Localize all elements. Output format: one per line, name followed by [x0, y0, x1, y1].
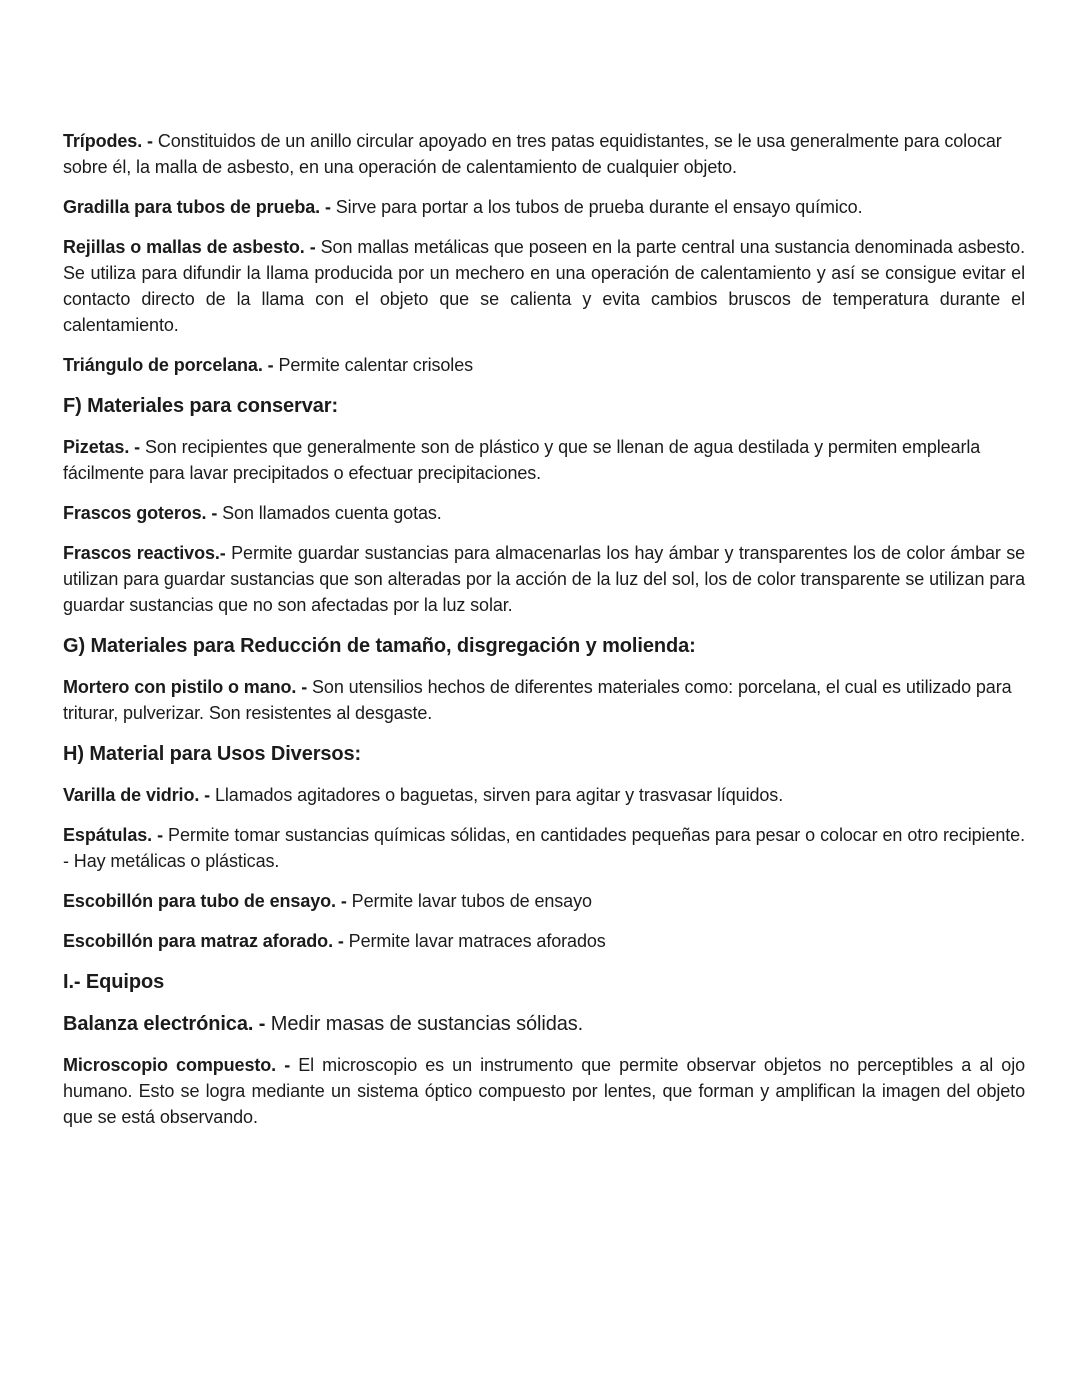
paragraph-lead: Frascos goteros. - [63, 503, 218, 523]
paragraph [63, 352, 1025, 378]
paragraph-body: Son llamados cuenta gotas. [222, 503, 442, 523]
paragraph [63, 1010, 1025, 1038]
paragraph-body: Sirve para portar a los tubos de prueba durante el ensayo químico. [335, 197, 863, 217]
paragraph-body: Permite lavar matraces aforados [348, 931, 606, 951]
paragraph [63, 234, 1025, 338]
paragraph [63, 888, 1025, 914]
paragraph-lead: Escobillón para matraz aforado. - [63, 931, 344, 951]
section-heading: G) Materiales para Reducción de tamaño, disgregación y molienda: [63, 635, 696, 657]
paragraph-body: Permite lavar tubos de ensayo [351, 891, 592, 911]
section-heading: H) Material para Usos Diversos: [63, 743, 362, 765]
section-heading: I.- Equipos [63, 971, 165, 993]
paragraph-body: Constituidos de un anillo circular apoyado en tres patas equidistantes, se le usa generalmente para colocar sobre él, la malla de asbesto, en una operación de calentamiento de cualquier objeto. [63, 131, 1002, 177]
paragraph-lead: Pizetas. - [63, 437, 141, 457]
paragraph-body: Medir masas de sustancias sólidas. [270, 1013, 584, 1035]
paragraph-lead: Varilla de vidrio. - [63, 785, 211, 805]
paragraph [63, 500, 1025, 526]
paragraph-body: Son utensilios hechos de diferentes materiales como: porcelana, el cual es utilizado para triturar, pulverizar. Son resistentes al desgaste. [63, 677, 1012, 723]
paragraph [63, 540, 1025, 618]
paragraph-body: Son mallas metálicas que poseen en la parte central una sustancia denominada asbesto. Se utiliza para difundir la llama producida por un mechero en una operación de calentamiento y así se consigue evitar el contacto directo de la llama con el objeto que se calienta y evita cambios bruscos de temperatura durante el calentamiento. [63, 237, 1025, 335]
paragraph [63, 822, 1025, 874]
paragraph [63, 928, 1025, 954]
paragraph-lead: Rejillas o mallas de asbesto. - [63, 237, 316, 257]
paragraph [63, 194, 1025, 220]
paragraph-body: Son recipientes que generalmente son de plástico y que se llenan de agua destilada y permiten emplearla fácilmente para lavar precipitados o efectuar precipitaciones. [63, 437, 981, 483]
paragraph-body: Llamados agitadores o baguetas, sirven para agitar y trasvasar líquidos. [214, 785, 784, 805]
paragraph-lead: Frascos reactivos.- [63, 543, 226, 563]
document-content [63, 128, 1025, 1130]
paragraph [63, 1052, 1025, 1130]
paragraph [63, 782, 1025, 808]
paragraph-lead: Gradilla para tubos de prueba. - [63, 197, 331, 217]
paragraph-lead: Escobillón para tubo de ensayo. - [63, 891, 347, 911]
paragraph-body: Permite guardar sustancias para almacenarlas los hay ámbar y transparentes los de color ámbar se utilizan para guardar sustancias que son alteradas por la acción de la luz del sol, los de color transparente se utilizan para guardar sustancias que no son afectadas por la luz solar. [63, 543, 1026, 615]
paragraph-lead: Trípodes. - [63, 131, 153, 151]
paragraph-lead: Espátulas. - [63, 825, 163, 845]
paragraph [63, 674, 1025, 726]
paragraph-lead: Mortero con pistilo o mano. - [63, 677, 308, 697]
section-heading: F) Materiales para conservar: [63, 395, 339, 417]
paragraph-body: Permite tomar sustancias químicas sólidas, en cantidades pequeñas para pesar o colocar en otro recipiente. - Hay metálicas o plásticas. [63, 825, 1025, 871]
paragraph [63, 128, 1025, 180]
paragraph-lead: Balanza electrónica. - [63, 1013, 266, 1035]
paragraph-lead: Triángulo de porcelana. - [63, 355, 274, 375]
paragraph-body: El microscopio es un instrumento que permite observar objetos no perceptibles a al ojo humano. Esto se logra mediante un sistema óptico compuesto por lentes, que forman y amplifican la imagen del objeto que se está observando. [63, 1055, 1026, 1127]
paragraph-lead: Microscopio compuesto. - [63, 1055, 291, 1075]
paragraph-body: Permite calentar crisoles [278, 355, 474, 375]
paragraph [63, 434, 1025, 486]
